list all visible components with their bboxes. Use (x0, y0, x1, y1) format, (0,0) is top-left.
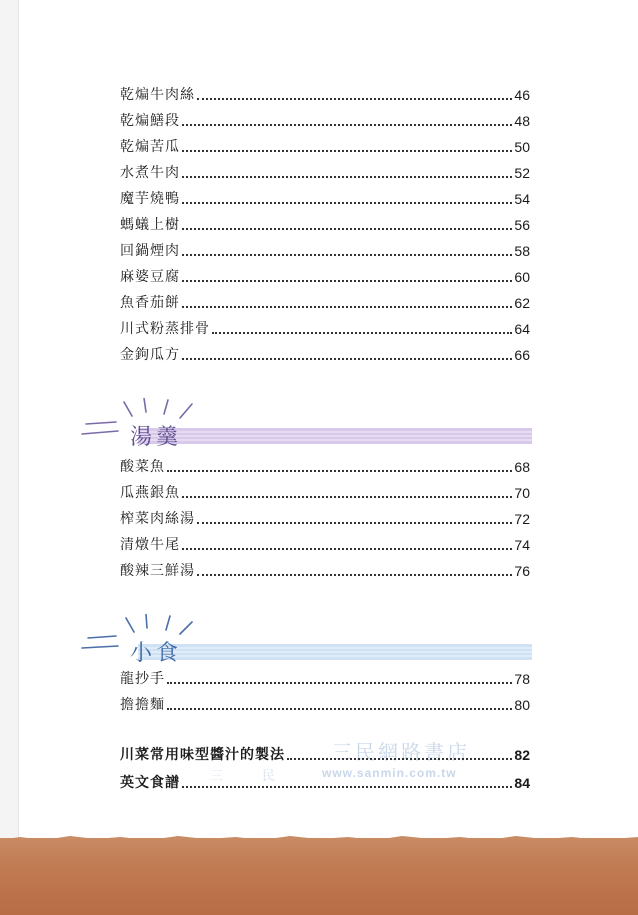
toc-entry[interactable] (120, 772, 530, 792)
entry-title: 乾煸苦瓜 (120, 139, 180, 155)
entry-title: 瓜燕銀魚 (120, 485, 180, 501)
entry-title: 英文食譜 (120, 775, 180, 791)
entry-title: 螞蟻上樹 (120, 217, 180, 233)
leader-dots (182, 176, 512, 178)
section-header-snack (80, 614, 540, 674)
toc-entry[interactable] (120, 744, 530, 764)
entry-title: 乾煸鱔段 (120, 113, 180, 129)
leader-dots (182, 254, 512, 256)
entry-title: 魔芋燒鴨 (120, 191, 180, 207)
entry-page: 46 (514, 87, 530, 103)
page-binding-edge (0, 0, 19, 838)
entry-page: 68 (514, 459, 530, 475)
leader-dots (182, 306, 512, 308)
toc-entry[interactable] (120, 318, 530, 338)
entry-title: 川式粉蒸排骨 (120, 321, 210, 337)
leader-dots (182, 786, 512, 788)
leader-dots (182, 228, 512, 230)
entry-title: 水煮牛肉 (120, 165, 180, 181)
entry-page: 74 (514, 537, 530, 553)
entry-page: 70 (514, 485, 530, 501)
leader-dots (197, 522, 512, 524)
entry-page: 72 (514, 511, 530, 527)
toc-entry[interactable] (120, 266, 530, 286)
entry-title: 川菜常用味型醬汁的製法 (120, 747, 285, 763)
watermark-char: 三 (210, 769, 224, 784)
entry-title: 龍抄手 (120, 671, 165, 687)
leader-dots (182, 124, 512, 126)
toc-entry[interactable] (120, 456, 530, 476)
entry-title: 回鍋煙肉 (120, 243, 180, 259)
leader-dots (212, 332, 512, 334)
entry-page: 56 (514, 217, 530, 233)
leader-dots (167, 682, 512, 684)
toc-entry[interactable] (120, 162, 530, 182)
entry-title: 酸辣三鮮湯 (120, 563, 195, 579)
footer-band (0, 838, 638, 915)
section-title-snack: 小食 (130, 641, 183, 666)
toc-entry[interactable] (120, 344, 530, 364)
watermark-store-name: 三民網路書店 (332, 740, 470, 764)
leader-dots (182, 202, 512, 204)
section-highlight-band (138, 428, 532, 444)
leader-dots (167, 470, 512, 472)
entry-title: 酸菜魚 (120, 459, 165, 475)
watermark-char: 民 (262, 769, 276, 784)
leader-dots (182, 280, 512, 282)
entry-page: 78 (514, 671, 530, 687)
toc-entry[interactable] (120, 694, 530, 714)
toc-entry[interactable] (120, 84, 530, 104)
entry-title: 擔擔麵 (120, 697, 165, 713)
leader-dots (197, 574, 512, 576)
leader-dots (287, 758, 512, 760)
entry-page: 62 (514, 295, 530, 311)
entry-page: 52 (514, 165, 530, 181)
entry-page: 58 (514, 243, 530, 259)
leader-dots (182, 548, 512, 550)
toc-entry[interactable] (120, 508, 530, 528)
entry-page: 66 (514, 347, 530, 363)
toc-entry[interactable] (120, 668, 530, 688)
entry-title: 金鉤瓜方 (120, 347, 180, 363)
entry-page: 82 (514, 747, 530, 763)
section-title-soup: 湯羹 (130, 425, 183, 450)
entry-title: 清燉牛尾 (120, 537, 180, 553)
entry-page: 64 (514, 321, 530, 337)
leader-dots (182, 150, 512, 152)
entry-page: 84 (514, 775, 530, 791)
entry-page: 54 (514, 191, 530, 207)
entry-title: 麻婆豆腐 (120, 269, 180, 285)
toc-entry[interactable] (120, 136, 530, 156)
entry-page: 80 (514, 697, 530, 713)
entry-title: 魚香茄餅 (120, 295, 180, 311)
entry-page: 76 (514, 563, 530, 579)
toc-entry[interactable] (120, 560, 530, 580)
toc-entry[interactable] (120, 240, 530, 260)
toc-entry[interactable] (120, 214, 530, 234)
toc-entry[interactable] (120, 292, 530, 312)
leader-dots (182, 358, 512, 360)
leader-dots (182, 496, 512, 498)
watermark-url: www.sanmin.com.tw (322, 766, 457, 780)
section-header-soup (80, 398, 540, 458)
section-highlight-band (138, 644, 532, 660)
entry-title: 乾煸牛肉絲 (120, 87, 195, 103)
entry-page: 48 (514, 113, 530, 129)
toc-entry[interactable] (120, 534, 530, 554)
entry-page: 60 (514, 269, 530, 285)
leader-dots (197, 98, 512, 100)
toc-entry[interactable] (120, 188, 530, 208)
entry-title: 榨菜肉絲湯 (120, 511, 195, 527)
toc-entry[interactable] (120, 482, 530, 502)
toc-entry[interactable] (120, 110, 530, 130)
leader-dots (167, 708, 512, 710)
entry-page: 50 (514, 139, 530, 155)
